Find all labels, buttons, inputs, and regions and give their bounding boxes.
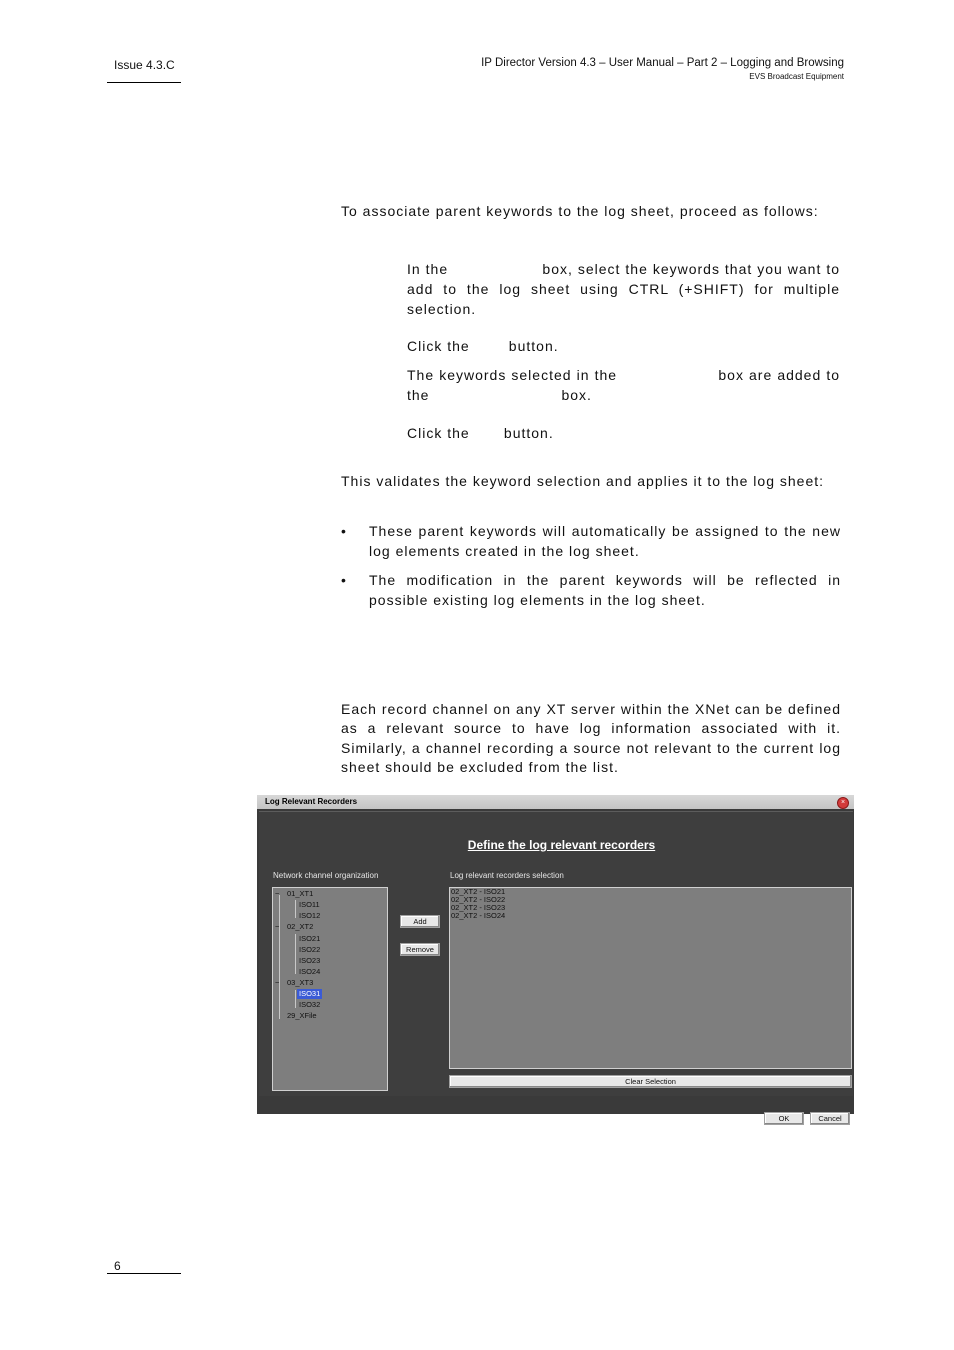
step-3: Click the button. bbox=[407, 425, 554, 441]
company-name: EVS Broadcast Equipment bbox=[749, 72, 844, 81]
tree-node[interactable]: 01_XT1 bbox=[287, 889, 314, 898]
tree-leaf[interactable]: ISO22 bbox=[299, 945, 321, 954]
page-number: 6 bbox=[114, 1259, 121, 1273]
tree-leaf-selected[interactable]: ISO31 bbox=[299, 989, 321, 998]
bullet-item: • These parent keywords will automatically be assigned to the new log elements created in the log sheet. bbox=[341, 523, 841, 559]
intro-paragraph: To associate parent keywords to the log sheet, proceed as follows: bbox=[341, 203, 819, 219]
bullet-icon: • bbox=[341, 572, 347, 588]
list-item[interactable]: 02_XT2 - ISO22 bbox=[451, 895, 506, 904]
tree-leaf[interactable]: ISO23 bbox=[299, 956, 321, 965]
network-label: Network channel organization bbox=[273, 871, 379, 880]
tree-node[interactable]: 29_XFile bbox=[287, 1011, 317, 1020]
issue-label: Issue 4.3.C bbox=[114, 58, 175, 72]
step-2-result: The keywords selected in the box are added to the box. bbox=[407, 367, 845, 403]
list-item[interactable]: 02_XT2 - ISO24 bbox=[451, 911, 506, 920]
bullet-icon: • bbox=[341, 523, 347, 539]
close-icon[interactable]: × bbox=[837, 797, 849, 809]
manual-title: IP Director Version 4.3 – User Manual – Part 2 – Logging and Browsing bbox=[481, 57, 844, 69]
collapse-icon[interactable]: − bbox=[275, 922, 280, 931]
footer-rule bbox=[107, 1273, 181, 1274]
selection-label: Log relevant recorders selection bbox=[450, 871, 564, 880]
list-item[interactable]: 02_XT2 - ISO23 bbox=[451, 903, 506, 912]
step-2: Click the button. bbox=[407, 338, 559, 354]
tree-node[interactable]: 03_XT3 bbox=[287, 978, 314, 987]
tree-leaf[interactable]: ISO12 bbox=[299, 911, 321, 920]
clear-selection-button[interactable]: Clear Selection bbox=[449, 1075, 852, 1088]
list-item[interactable]: 02_XT2 - ISO21 bbox=[451, 887, 506, 896]
tree-node[interactable]: 02_XT2 bbox=[287, 922, 314, 931]
remove-button[interactable]: Remove bbox=[400, 943, 440, 956]
dialog-heading: Define the log relevant recorders bbox=[467, 838, 656, 852]
relevant-paragraph: Each record channel on any XT server within the XNet can be defined as a relevant source to have log information associated with it. Similarly, a channel recording a source not relevant to the current log sheet should be excluded from the list. bbox=[341, 701, 841, 775]
tree-leaf[interactable]: ISO32 bbox=[299, 1000, 321, 1009]
dialog-body bbox=[259, 811, 853, 1123]
collapse-icon[interactable]: − bbox=[275, 889, 280, 898]
network-tree[interactable] bbox=[272, 887, 388, 1091]
add-button[interactable]: Add bbox=[400, 915, 440, 928]
validate-paragraph: This validates the keyword selection and applies it to the log sheet: bbox=[341, 473, 825, 489]
cancel-button[interactable]: Cancel bbox=[810, 1112, 850, 1125]
running-header bbox=[481, 57, 844, 83]
tree-leaf[interactable]: ISO11 bbox=[299, 900, 320, 909]
tree-leaf[interactable]: ISO21 bbox=[299, 934, 321, 943]
tree-leaf[interactable]: ISO24 bbox=[299, 967, 321, 976]
dialog-title: Log Relevant Recorders bbox=[257, 795, 854, 809]
log-relevant-recorders-dialog bbox=[257, 795, 854, 1123]
collapse-icon[interactable]: − bbox=[275, 978, 280, 987]
ok-button[interactable]: OK bbox=[764, 1112, 804, 1125]
header-rule bbox=[107, 82, 181, 83]
bullet-item: • The modification in the parent keywords will be reflected in possible existing log elements in the log sheet. bbox=[341, 572, 841, 608]
recorders-selection-list[interactable] bbox=[449, 887, 852, 1069]
step-1: In the box, select the keywords that you want to add to the log sheet using CTRL (+SHIFT) for multiple selection. bbox=[407, 261, 845, 317]
